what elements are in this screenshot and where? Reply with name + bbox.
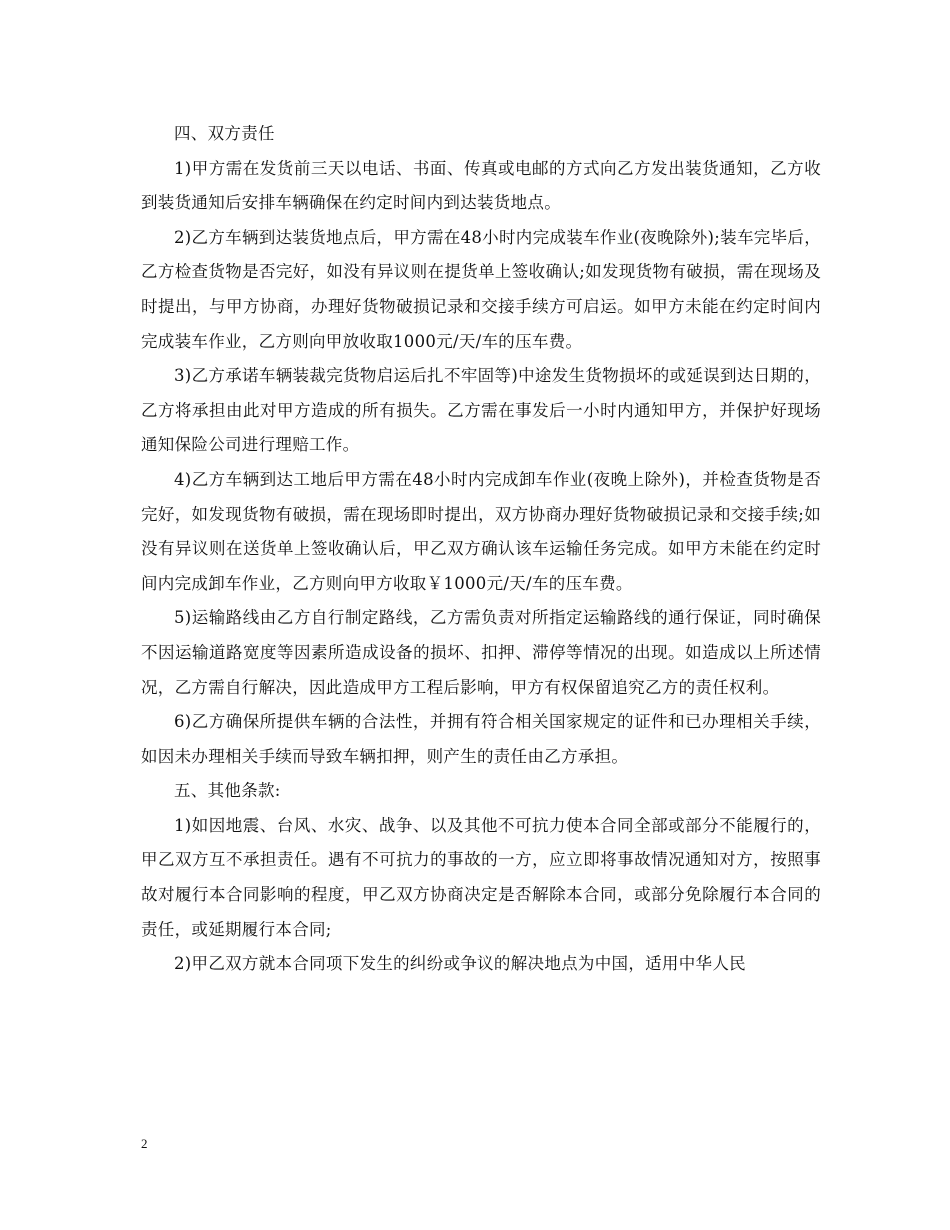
document-body [141,117,821,982]
clause-5-paragraph: 5)运输路线由乙方自行制定路线，乙方需负责对所指定运输路线的通行保证，同时确保不因运输道路宽度等因素所造成设备的损坏、扣押、滞停等情况的出现。如造成以上所述情况，乙方需自行解决，因此造成甲方工程后影响，甲方有权保留追究乙方的责任权利。 [141,608,821,697]
clause-3-paragraph: 3)乙方承诺车辆装裁完货物启运后扎不牢固等)中途发生货物损坏的或延误到达日期的，乙方将承担由此对甲方造成的所有损失。乙方需在事发后一小时内通知甲方，并保护好现场通知保险公司进行理赔工作。 [141,366,821,455]
section-heading-responsibilities: 四、双方责任 [174,124,275,143]
clause-6-paragraph: 6)乙方确保所提供车辆的合法性，并拥有符合相关国家规定的证件和已办理相关手续，如因未办理相关手续而导致车辆扣押，则产生的责任由乙方承担。 [141,712,821,766]
clause-1-paragraph: 1)甲方需在发货前三天以电话、书面、传真或电邮的方式向乙方发出装货通知，乙方收到装货通知后安排车辆确保在约定时间内到达装货地点。 [141,158,821,213]
clause-2-paragraph: 2)乙方车辆到达装货地点后，甲方需在48小时内完成装车作业(夜晚除外);装车完毕后，乙方检查货物是否完好，如没有异议则在提货单上签收确认;如发现货物有破损，需在现场及时提出，与甲方协商，办理好货物破损记录和交接手续方可启运。如甲方未能在约定时间内完成装车作业，乙方则向甲放收取1000元/天/车的压车费。 [141,227,821,351]
section-heading-other-terms: 五、其他条款: [174,781,281,801]
other-clause-1-paragraph: 1)如因地震、台风、水灾、战争、以及其他不可抗力使本合同全部或部分不能履行的，甲乙双方互不承担责任。遇有不可抗力的事故的一方，应立即将事故情况通知对方，按照事故对履行本合同影响的程度，甲乙双方协商决定是否解除本合同，或部分免除履行本合同的责任，或延期履行本合同; [141,815,821,939]
page-number: 2 [141,1136,148,1151]
other-clause-2-paragraph: 2)甲乙双方就本合同项下发生的纠纷或争议的解决地点为中国，适用中华人民 [174,954,746,974]
clause-4-paragraph: 4)乙方车辆到达工地后甲方需在48小时内完成卸车作业(夜晚上除外)，并检查货物是否完好，如发现货物有破损，需在现场即时提出，双方协商办理好货物破损记录和交接手续;如没有异议则在送货单上签收确认后，甲乙双方确认该车运输任务完成。如甲方未能在约定时间内完成卸车作业，乙方则向甲方收取￥1000元/天/车的压车费。 [141,469,821,593]
